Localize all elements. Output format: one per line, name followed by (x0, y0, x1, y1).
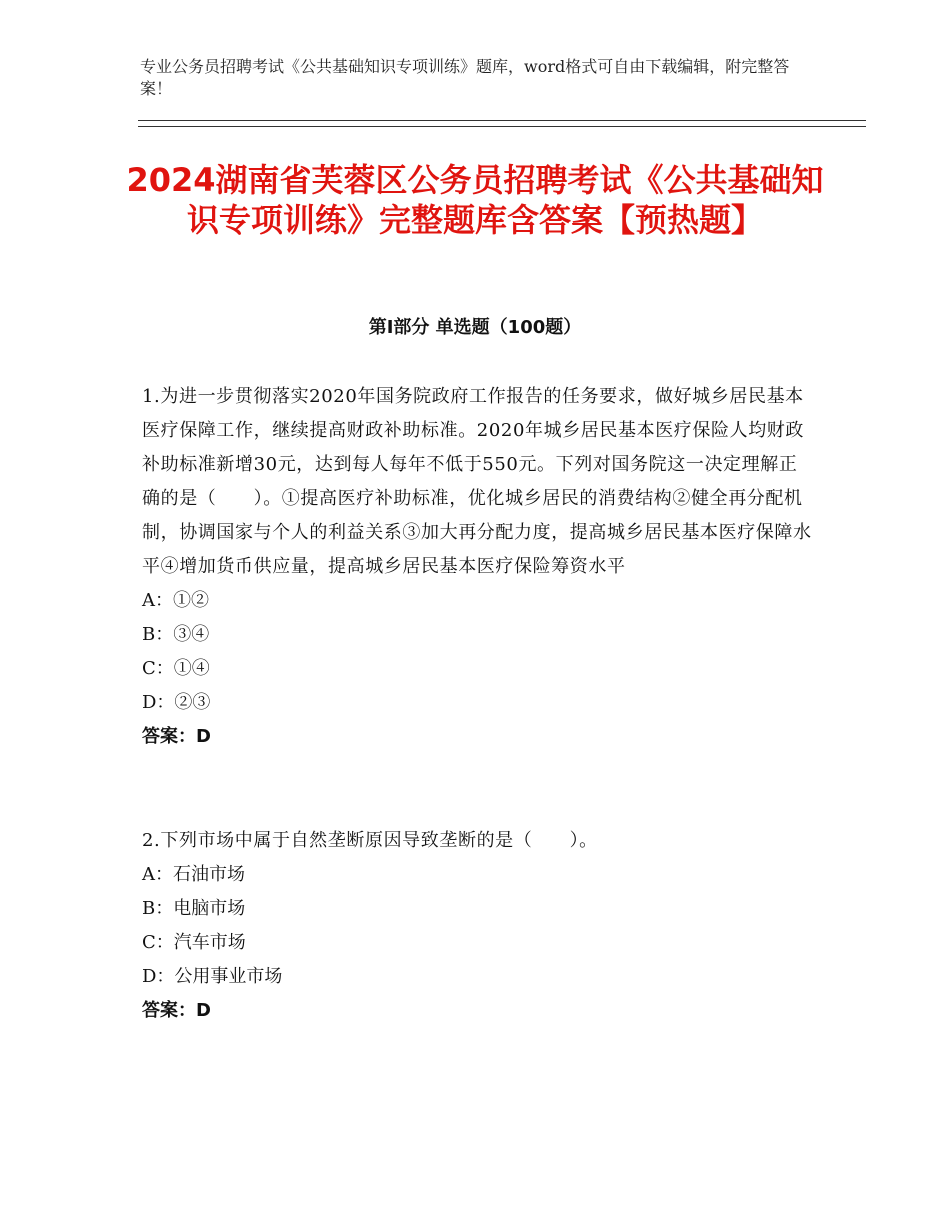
header-divider (138, 120, 866, 127)
answer-line: 答案：D (142, 726, 211, 747)
option-a: A：①② (142, 590, 209, 611)
answer-line: 答案：D (142, 1000, 211, 1021)
question-2 (142, 824, 812, 1028)
header-note: 专业公务员招聘考试《公共基础知识专项训练》题库，word格式可自由下载编辑，附完整答案！ (140, 57, 790, 98)
section-heading: 第Ⅰ部分 单选题（100题） (368, 317, 582, 338)
option-d: D：②③ (142, 692, 211, 713)
option-b: B：③④ (142, 624, 210, 645)
option-a: A：石油市场 (142, 864, 245, 885)
question-stem: 1.为进一步贯彻落实2020年国务院政府工作报告的任务要求，做好城乡居民基本医疗保障工作，继续提高财政补助标准。2020年城乡居民基本医疗保险人均财政补助标准新增30元，达到每人每年不低于550元。下列对国务院这一决定理解正确的是（ ）。①提高医疗补助标准，优化城乡居民的消费结构②健全再分配机制，协调国家与个人的利益关系③加大再分配力度，提高城乡居民基本医疗保障水平④增加货币供应量，提高城乡居民基本医疗保险筹资水平 (142, 386, 812, 577)
option-d: D：公用事业市场 (142, 966, 283, 987)
option-c: C：①④ (142, 658, 210, 679)
question-1 (142, 380, 812, 754)
document-title: 2024湖南省芙蓉区公务员招聘考试《公共基础知识专项训练》完整题库含答案【预热题】 (126, 161, 824, 239)
option-b: B：电脑市场 (142, 898, 246, 919)
option-c: C：汽车市场 (142, 932, 246, 953)
question-stem: 2.下列市场中属于自然垄断原因导致垄断的是（ ）。 (142, 830, 598, 851)
